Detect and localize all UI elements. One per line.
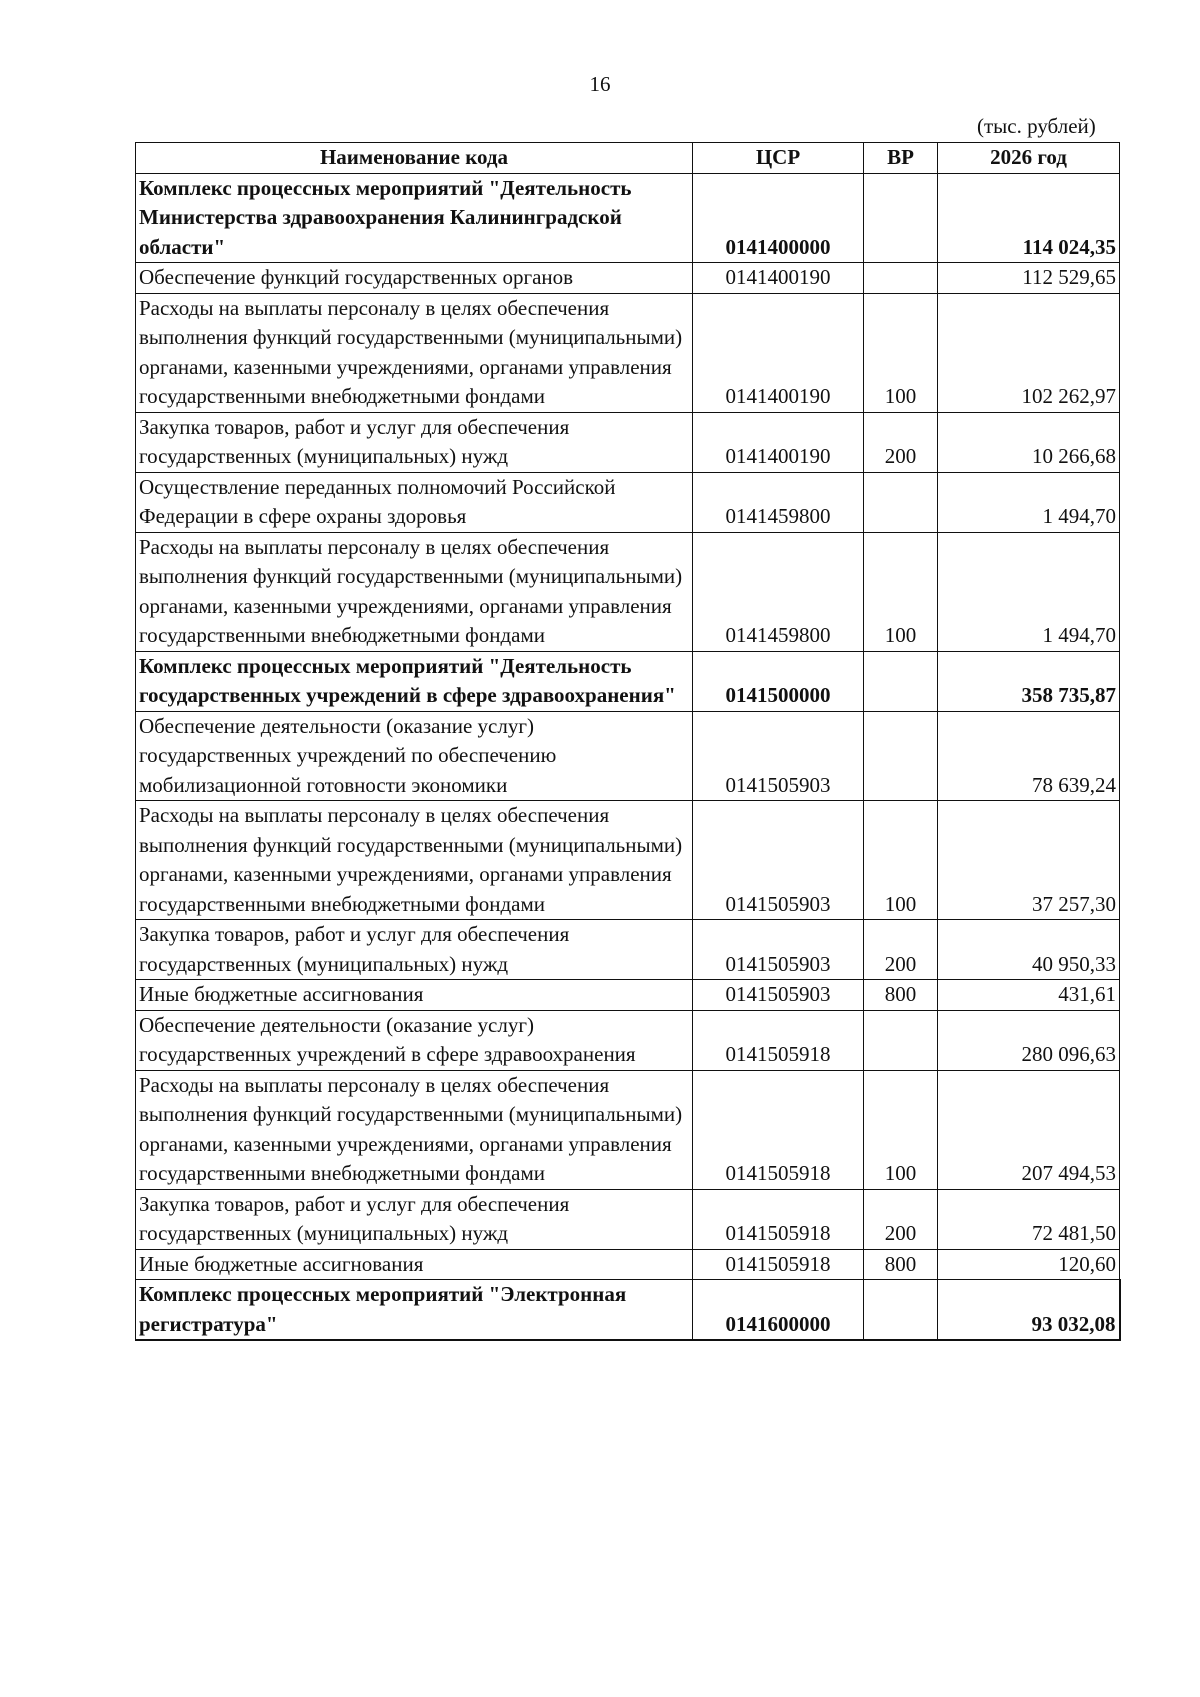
row-name: Обеспечение деятельности (оказание услуг) государственных учреждений в сфере здравоохранения <box>136 1010 693 1070</box>
row-name: Осуществление переданных полномочий Российской Федерации в сфере охраны здоровья <box>136 472 693 532</box>
row-csr: 0141505918 <box>693 1249 864 1280</box>
row-name: Расходы на выплаты персоналу в целях обеспечения выполнения функций государственными (муниципальными) органами, казенными учреждениями, органами управления государственными внебюджетными фондами <box>136 293 693 412</box>
row-csr: 0141600000 <box>693 1280 864 1341</box>
row-name: Обеспечение деятельности (оказание услуг) государственных учреждений по обеспечению мобилизационной готовности экономики <box>136 711 693 801</box>
row-sum: 10 266,68 <box>938 412 1120 472</box>
row-sum: 120,60 <box>938 1249 1120 1280</box>
row-vr <box>864 711 938 801</box>
row-csr: 0141459800 <box>693 532 864 651</box>
row-sum: 280 096,63 <box>938 1010 1120 1070</box>
row-name: Расходы на выплаты персоналу в целях обеспечения выполнения функций государственными (муниципальными) органами, казенными учреждениями, органами управления государственными внебюджетными фондами <box>136 1070 693 1189</box>
row-name: Иные бюджетные ассигнования <box>136 1249 693 1280</box>
row-name: Обеспечение функций государственных органов <box>136 263 693 294</box>
row-name: Закупка товаров, работ и услуг для обеспечения государственных (муниципальных) нужд <box>136 1189 693 1249</box>
row-sum: 1 494,70 <box>938 472 1120 532</box>
row-csr: 0141400190 <box>693 263 864 294</box>
row-name: Комплекс процессных мероприятий "Деятельность государственных учреждений в сфере здравоохранения" <box>136 651 693 711</box>
table-header-row <box>136 143 1120 174</box>
row-csr: 0141505903 <box>693 801 864 920</box>
table-row <box>136 711 1120 801</box>
row-csr: 0141505903 <box>693 920 864 980</box>
row-sum: 102 262,97 <box>938 293 1120 412</box>
row-name: Закупка товаров, работ и услуг для обеспечения государственных (муниципальных) нужд <box>136 920 693 980</box>
row-csr: 0141505903 <box>693 711 864 801</box>
table-row <box>136 920 1120 980</box>
row-vr: 200 <box>864 412 938 472</box>
row-sum: 112 529,65 <box>938 263 1120 294</box>
row-sum: 207 494,53 <box>938 1070 1120 1189</box>
row-csr: 0141400190 <box>693 293 864 412</box>
row-name: Расходы на выплаты персоналу в целях обеспечения выполнения функций государственными (муниципальными) органами, казенными учреждениями, органами управления государственными внебюджетными фондами <box>136 532 693 651</box>
row-vr: 100 <box>864 801 938 920</box>
row-vr: 800 <box>864 980 938 1011</box>
row-name: Комплекс процессных мероприятий "Электронная регистратура" <box>136 1280 693 1341</box>
row-vr <box>864 173 938 263</box>
row-vr: 200 <box>864 920 938 980</box>
row-name: Иные бюджетные ассигнования <box>136 980 693 1011</box>
row-sum: 431,61 <box>938 980 1120 1011</box>
table-row <box>136 293 1120 412</box>
row-vr: 200 <box>864 1189 938 1249</box>
page-number: 16 <box>589 72 611 96</box>
row-csr: 0141505918 <box>693 1010 864 1070</box>
table-row <box>136 173 1120 263</box>
row-sum: 72 481,50 <box>938 1189 1120 1249</box>
table-row <box>136 651 1120 711</box>
table-row <box>136 532 1120 651</box>
row-sum: 114 024,35 <box>938 173 1120 263</box>
row-vr <box>864 263 938 294</box>
units-label: (тыс. рублей) <box>977 114 1096 138</box>
row-vr: 100 <box>864 1070 938 1189</box>
header-name: Наименование кода <box>136 143 693 174</box>
row-csr: 0141505918 <box>693 1070 864 1189</box>
row-csr: 0141500000 <box>693 651 864 711</box>
row-sum: 93 032,08 <box>938 1280 1120 1341</box>
row-name: Закупка товаров, работ и услуг для обеспечения государственных (муниципальных) нужд <box>136 412 693 472</box>
budget-table <box>135 142 1121 1341</box>
row-csr: 0141459800 <box>693 472 864 532</box>
table-row <box>136 1070 1120 1189</box>
header-csr: ЦСР <box>693 143 864 174</box>
row-csr: 0141400000 <box>693 173 864 263</box>
table-row <box>136 472 1120 532</box>
row-vr: 100 <box>864 532 938 651</box>
header-vr: ВР <box>864 143 938 174</box>
row-vr <box>864 1010 938 1070</box>
row-csr: 0141505918 <box>693 1189 864 1249</box>
row-csr: 0141505903 <box>693 980 864 1011</box>
row-vr: 100 <box>864 293 938 412</box>
table-row <box>136 980 1120 1011</box>
table-row <box>136 263 1120 294</box>
table-row <box>136 801 1120 920</box>
row-sum: 1 494,70 <box>938 532 1120 651</box>
row-sum: 358 735,87 <box>938 651 1120 711</box>
table-row <box>136 1280 1120 1341</box>
row-csr: 0141400190 <box>693 412 864 472</box>
row-sum: 37 257,30 <box>938 801 1120 920</box>
row-name: Расходы на выплаты персоналу в целях обеспечения выполнения функций государственными (муниципальными) органами, казенными учреждениями, органами управления государственными внебюджетными фондами <box>136 801 693 920</box>
row-vr <box>864 472 938 532</box>
row-vr <box>864 1280 938 1341</box>
table-row <box>136 1189 1120 1249</box>
table-row <box>136 412 1120 472</box>
row-sum: 78 639,24 <box>938 711 1120 801</box>
table-row <box>136 1010 1120 1070</box>
row-sum: 40 950,33 <box>938 920 1120 980</box>
row-vr: 800 <box>864 1249 938 1280</box>
row-vr <box>864 651 938 711</box>
header-year: 2026 год <box>938 143 1120 174</box>
table-row <box>136 1249 1120 1280</box>
row-name: Комплекс процессных мероприятий "Деятельность Министерства здравоохранения Калининградской области" <box>136 173 693 263</box>
